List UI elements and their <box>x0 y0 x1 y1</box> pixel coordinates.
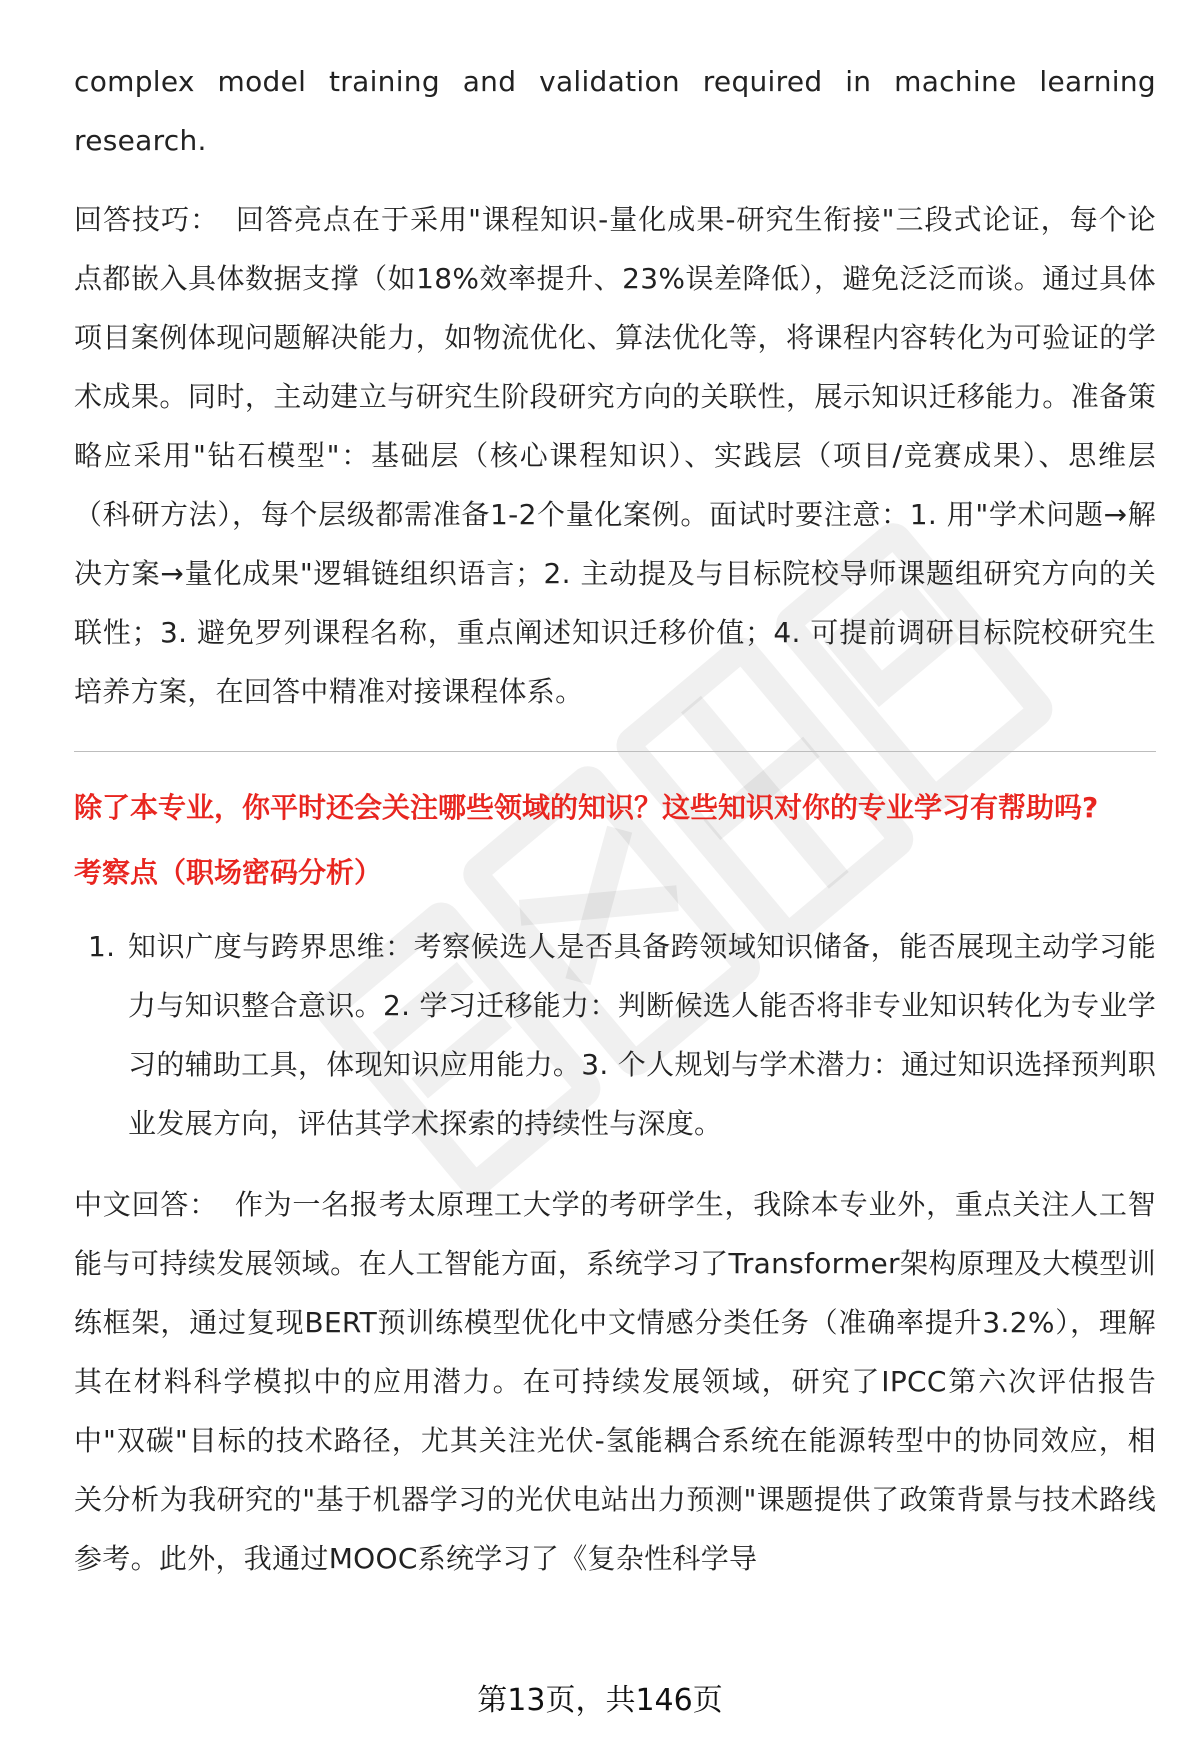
list-item-text: 知识广度与跨界思维：考察候选人是否具备跨领域知识储备，能否展现主动学习能力与知识整合意识。2. 学习迁移能力：判断候选人能否将非专业知识转化为专业学习的辅助工具，体现知识应用能力。3. 个人规划与学术潜力：通过知识选择预判职业发展方向，评估其学术探索的持续性与深度。 <box>128 930 1156 1140</box>
question-heading: 除了本专业，你平时还会关注哪些领域的知识？这些知识对你的专业学习有帮助吗? <box>74 791 1099 824</box>
chinese-answer-paragraph <box>74 1175 1156 1588</box>
answer-tips-paragraph <box>74 190 1156 721</box>
assessment-points-heading: 考察点（职场密码分析） <box>74 856 383 889</box>
list-item-number: 1. <box>88 930 116 963</box>
chinese-answer-label: 中文回答： <box>74 1188 219 1221</box>
answer-tips-text: 回答亮点在于采用"课程知识-量化成果-研究生衔接"三段式论证，每个论点都嵌入具体数据支撑（如18%效率提升、23%误差降低），避免泛泛而谈。通过具体项目案例体现问题解决能力，如物流优化、算法优化等，将课程内容转化为可验证的学术成果。同时，主动建立与研究生阶段研究方向的关联性，展示知识迁移能力。准备策略应采用"钻石模型"：基础层（核心课程知识）、实践层（项目/竞赛成果）、思维层（科研方法），每个层级都需准备1-2个量化案例。面试时要注意：1. 用"学术问题→解决方案→量化成果"逻辑链组织语言；2. 主动提及与目标院校导师课题组研究方向的关联性；3. 避免罗列课程名称，重点阐述知识迁移价值；4. 可提前调研目标院校研究生培养方案，在回答中精准对接课程体系。 <box>74 203 1156 708</box>
answer-tips-label: 回答技巧： <box>74 203 220 236</box>
page-number-footer: 第13页，共146页 <box>477 1683 723 1718</box>
document-page <box>74 52 1156 1588</box>
assessment-points-list <box>74 917 1156 1153</box>
continuation-paragraph: complex model training and validation required in machine learning research. <box>74 65 1156 157</box>
list-item <box>74 917 1156 1153</box>
section-divider <box>74 751 1156 752</box>
chinese-answer-text: 作为一名报考太原理工大学的考研学生，我除本专业外，重点关注人工智能与可持续发展领域。在人工智能方面，系统学习了Transformer架构原理及大模型训练框架，通过复现BERT预训练模型优化中文情感分类任务（准确率提升3.2%），理解其在材料科学模拟中的应用潜力。在可持续发展领域，研究了IPCC第六次评估报告中"双碳"目标的技术路径，尤其关注光伏-氢能耦合系统在能源转型中的协同效应，相关分析为我研究的"基于机器学习的光伏电站出力预测"课题提供了政策背景与技术路线参考。此外，我通过MOOC系统学习了《复杂性科学导 <box>74 1188 1156 1575</box>
